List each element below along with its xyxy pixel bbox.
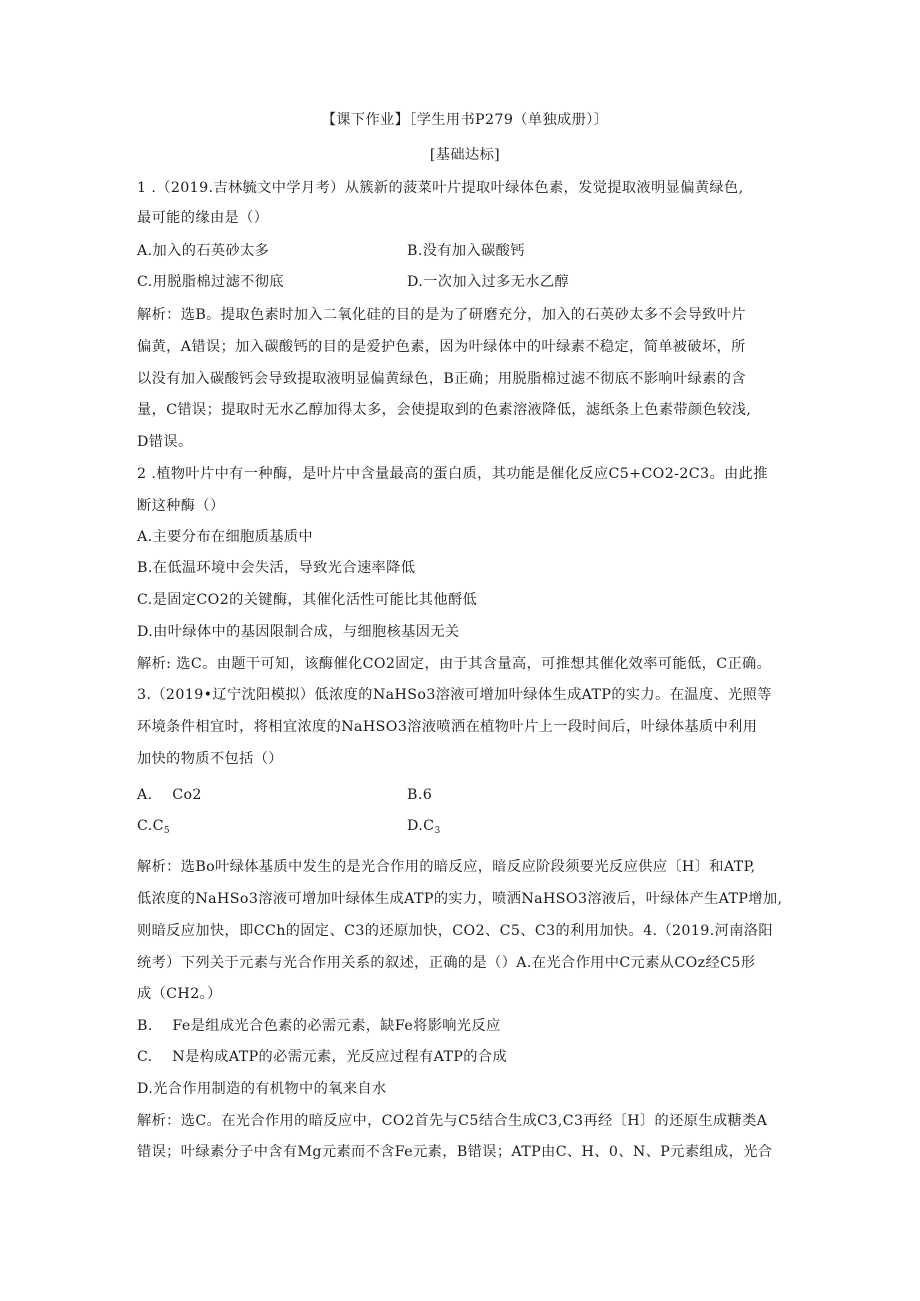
page-title: 【课下作业】［学生用书P279（单独成册）〕 (321, 112, 609, 128)
q3-option-c: $C.C_5$ (137, 818, 171, 836)
q4-option-b: B. Fe是组成光合色素的必需元素，缺Fe将影响光反应 (137, 1018, 501, 1034)
q3-stem-line3: 加快的物质不包括（） (137, 751, 283, 767)
q1-analysis-line: 偏黄，A错误；加入碳酸钙的目的是爱护色素，因为叶绿体中的叶绿素不稳定，简单被破坏，所 (137, 339, 746, 355)
q2-stem-line2: 断这种酶（） (137, 498, 225, 514)
q2-stem-line1: 2 .植物叶片中有一种酶，是叶片中含量最高的蛋白质，其功能是催化反应C5+CO2-2C3。由此推 (137, 466, 768, 482)
q3-stem-line1: 3.（2019•辽宁沈阳模拟）低浓度的NaHSo3溶液可增加叶绿体生成ATP的实力。在温度、光照等 (137, 687, 772, 703)
q1-option-d: D.一次加入过多无水乙醇 (407, 274, 570, 290)
q1-option-a: A.加入的石英砂太多 (137, 243, 270, 259)
q1-analysis-line: 解析：选B。提取色素时加入二氧化硅的目的是为了研磨充分，加入的石英砂太多不会导致叶片 (137, 307, 746, 323)
q3-analysis-line: 低浓度的NaHSo3溶液可增加叶绿体生成ATP的实力，喷洒NaHSO3溶液后，叶绿体产生ATP增加, (137, 891, 783, 907)
q1-analysis-line: D错误。 (137, 434, 193, 450)
q3-options-row2 (137, 816, 793, 841)
q1-options-row1 (137, 241, 793, 261)
q3-analysis-line: 成（CH2。） (137, 986, 222, 1002)
q3-options-row1 (137, 785, 793, 805)
q1-analysis-line: 量，C错误；提取时无水乙醇加得太多，会使提取到的色素溶液降低，滤纸条上色素带颜色较浅, (137, 402, 752, 418)
q1-stem-line1: 1 .（2019.吉林毓文中学月考）从簇新的菠菜叶片提取叶绿体色素，发觉提取液明显偏黄绿色, (137, 180, 744, 196)
q3-option-b: B.6 (407, 787, 433, 803)
q3-analysis-line: 则暗反应加快，即CCh的固定、C3的还原加快，CO2、C5、C3的利用加快。4.（2019.河南洛阳 (137, 923, 773, 939)
q2-option-d: D.由叶绿体中的基因限制合成，与细胞核基因无关 (137, 624, 460, 640)
q1-stem-line2: 最可能的缘由是（） (137, 210, 269, 226)
section-heading: [基础达标] (429, 147, 501, 163)
q1-analysis-line: 以没有加入碳酸钙会导致提取液明显偏黄绿色，B正确；用脱脂棉过滤不彻底不影响叶绿素的含 (137, 371, 746, 387)
q3-stem-line2: 环境条件相宜时，将相宜浓度的NaHSO3溶液喷洒在植物叶片上一段时间后，叶绿体基质中利用 (137, 719, 758, 735)
q4-analysis-line: 错误；叶绿素分子中含有Mg元素而不含Fe元素，B错误；ATP由C、H、0、N、P元素组成，光合 (137, 1144, 773, 1160)
q4-option-d: D.光合作用制造的有机物中的氧来自水 (137, 1081, 387, 1097)
q1-options-row2 (137, 272, 793, 292)
q3-option-d: $D.C_3$ (407, 818, 441, 836)
q2-option-a: A.主要分布在细胞质基质中 (137, 529, 314, 545)
q4-option-c: C. N是构成ATP的必需元素，光反应过程有ATP的合成 (137, 1049, 508, 1065)
q3-analysis-line: 统考）下列关于元素与光合作用关系的叙述，正确的是（）A.在光合作用中C元素从COz经C5形 (137, 955, 756, 971)
q1-option-c: C.用脱脂棉过滤不彻底 (137, 274, 284, 290)
q3-option-a: A. Co2 (137, 787, 202, 803)
q2-option-c: C.是固定CO2的关键酶，其催化活性可能比其他酹低 (137, 592, 478, 608)
q1-option-b: B.没有加入碳酸钙 (407, 243, 525, 259)
q2-analysis: 解析: 选C。由题干可知，该酶催化CO2固定，由于其含量高，可推想其催化效率可能低，C正确。 (137, 656, 772, 672)
q3-analysis-line: 解析：选Bo叶绿体基质中发生的是光合作用的暗反应，暗反应阶段须要光反应供应〔H〕和ATP, (137, 859, 756, 875)
q2-option-b: B.在低温环境中会失活，导致光合速率降低 (137, 560, 416, 576)
q4-analysis-line: 解析：选C。在光合作用的暗反应中，CO2首先与C5结合生成C3,C3再经〔H〕的还原生成糖类A (137, 1113, 768, 1129)
